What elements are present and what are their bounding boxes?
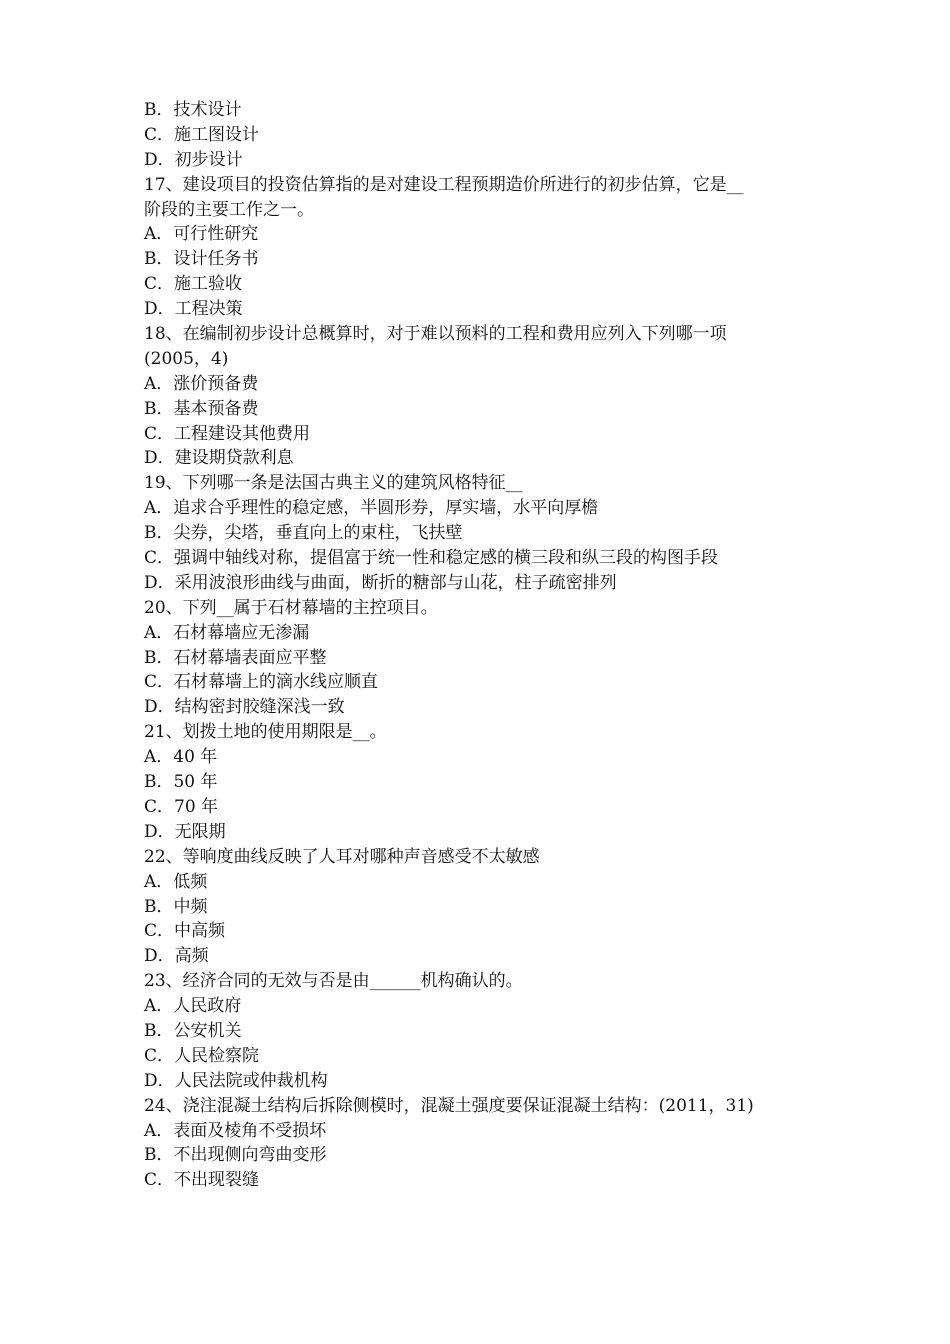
answer-option: C．人民检察院	[144, 1045, 260, 1066]
question-text: 23、经济合同的无效与否是由______机构确认的。	[144, 971, 523, 992]
answer-option: C．强调中轴线对称，提倡富于统一性和稳定感的横三段和纵三段的构图手段	[144, 548, 719, 569]
answer-option: B．技术设计	[144, 100, 242, 120]
answer-option: A．40 年	[144, 747, 218, 768]
question-text: 20、下列__属于石材幕墙的主控项目。	[144, 597, 438, 618]
answer-option: D．人民法院或仲裁机构	[144, 1070, 328, 1091]
answer-option: A．涨价预备费	[144, 373, 259, 394]
answer-option: B．尖券，尖塔，垂直向上的束柱，飞扶壁	[144, 523, 463, 544]
answer-option: C．石材幕墙上的滴水线应顺直	[144, 672, 379, 693]
answer-option: C．不出现裂缝	[144, 1170, 260, 1191]
answer-option: C．工程建设其他费用	[144, 423, 311, 444]
answer-option: C．施工图设计	[144, 124, 260, 145]
question-text: 22、等响度曲线反映了人耳对哪种声音感受不太敏感	[144, 846, 540, 867]
question-text: 24、浇注混凝土结构后拆除侧模时，混凝土强度要保证混凝土结构：(2011，31)	[144, 1095, 754, 1116]
answer-option: B．中频	[144, 896, 208, 917]
answer-option: B．设计任务书	[144, 249, 259, 270]
answer-option: A．低频	[144, 871, 208, 892]
answer-option: C．70 年	[144, 796, 219, 817]
answer-option: B．公安机关	[144, 1020, 242, 1041]
answer-option: A．石材幕墙应无渗漏	[144, 622, 310, 643]
answer-option: B．不出现侧向弯曲变形	[144, 1145, 327, 1166]
answer-option: D．初步设计	[144, 149, 243, 170]
answer-option: B．基本预备费	[144, 398, 259, 419]
text-line: (2005，4)	[144, 348, 229, 369]
document-body	[144, 98, 824, 1193]
answer-option: A．表面及棱角不受损坏	[144, 1120, 327, 1141]
answer-option: A．人民政府	[144, 996, 242, 1017]
answer-option: D．高频	[144, 946, 209, 967]
answer-option: D．采用波浪形曲线与曲面，断折的糖部与山花，柱子疏密排列	[144, 572, 617, 593]
answer-option: C．中高频	[144, 921, 226, 942]
answer-option: A．追求合乎理性的稳定感，半圆形券，厚实墙，水平向厚檐	[144, 498, 599, 519]
answer-option: B．50 年	[144, 772, 218, 793]
answer-option: C．施工验收	[144, 274, 243, 295]
answer-option: D．结构密封胶缝深浅一致	[144, 697, 345, 718]
answer-option: D．工程决策	[144, 299, 243, 320]
answer-option: A．可行性研究	[144, 224, 259, 245]
question-text: 19、下列哪一条是法国古典主义的建筑风格特征__	[144, 473, 523, 494]
answer-option: B．石材幕墙表面应平整	[144, 647, 327, 668]
text-line: 阶段的主要工作之一。	[144, 199, 314, 220]
answer-option: D．建设期贷款利息	[144, 448, 294, 469]
question-text: 21、划拨土地的使用期限是__。	[144, 722, 387, 743]
question-text: 18、在编制初步设计总概算时，对于难以预料的工程和费用应列入下列哪一项	[144, 324, 727, 345]
answer-option: D．无限期	[144, 821, 226, 842]
question-text: 17、建设项目的投资估算指的是对建设工程预期造价所进行的初步估算，它是__	[144, 174, 744, 195]
